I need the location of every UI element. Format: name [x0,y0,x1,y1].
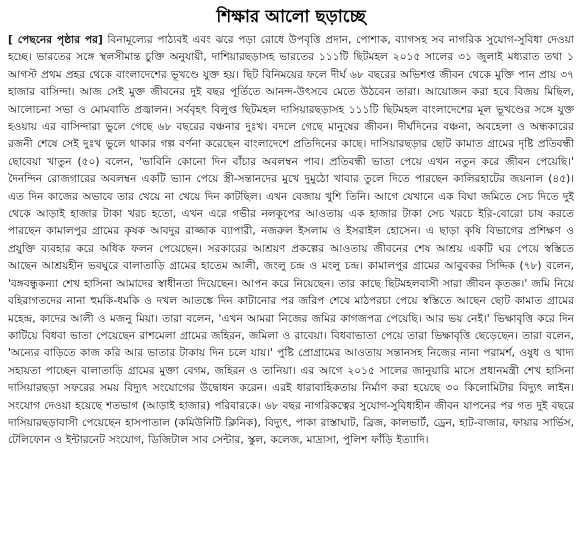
article-body-text: বিনামূল্যের পাঠ্যবই এবং ঝরে পড়া রোধে উপবৃত্তি প্রদান, পোশাক, ব্যাগসহ সব নাগরিক সুযোগ-সুবিধা দেওয়া হচ্ছে। ভারতের সঙ্গে স্থলসীমান্ত চুক্তি অনুযায়ী, দাশিয়ারছড়াসহ ভারতের ১১১টি ছিটমহল ২০১৫ সালের ৩১ জুলাই মধ্যরাত তথা ১ আগস্ট প্রথম প্রহর থেকে বাংলাদেশের ভূখণ্ডে যুক্ত হয়। ছিট বিনিময়ের ফলে দীর্ঘ ৬৮ বছরের অভিশপ্ত জীবন থেকে মুক্তি পান প্রায় ৩৭ হাজার বাসিন্দা। আজ সেই মুক্ত জীবনের দুই বছর পূর্তিতে আনন্দ-উৎসবে মেতে উঠবেন তারা। আয়োজন করা হবে বিজয় মিছিল, আলোচনা সভা ও মোমবাতি প্রজ্বালন। সর্ববৃহৎ বিলুপ্ত ছিটমহল দাসিয়ারছড়াসহ ১১১টি ছিটমহল বাংলাদেশের মূল ভূখণ্ডের সঙ্গে যুক্ত হওয়ায় এর বাসিন্দারা ভুলে গেছে ৬৮ বছরের বঞ্চনার দুঃখ। বদলে গেছে মানুষের জীবন। দীর্ঘদিনের বঞ্চনা, অবহেলা ও অন্ধকারের রজনী শেষে সেই দুঃখ ভুলে থাকার গল্প বর্ণনা করেছেন বাংলাদেশে প্রতিদিনের কাছে। দাসিয়ারছড়ার ছোট কামাত গ্রামের দৃষ্টি প্রতিবন্ধী ছোবেয়া খাতুন (৫০) বলেন, 'ভাবিনি কোনো দিন বাঁচার অবলম্বন পাব। প্রতিবন্ধী ভাতা পেয়ে এখন নতুন করে জীবন পেয়েছি।' দৈনন্দিন রোজগারের অবলম্বন একটি ভ্যান পেয়ে স্ত্রী-সন্তানদের মুখে দুমুঠো খাবার তুলে দিতে পারছেন কালিরহাটের জয়নাল (৪৫)। এত দিন কাজের অভাবে তার খেয়ে না খেয়ে দিন কাটছিল। এখন বেজায় খুশি তিনি। আগে যেখানে এক বিঘা জমিতে সেচ দিতে দুই থেকে আড়াই হাজার টাকা খরচ হতো, এখন এরে গভীর নলকূপের আওতায় এক হাজার টাকা সেচ খরচে ইরি-বোরো চাষ করতে পারছেন কামালপুর গ্রামের কৃষক আবদুর রাজ্জাক ব্যাপারী, নজরুল ইসলাম ও ইসরাইল হোসেন। এ ছাড়া কৃষি বিভাগের প্রশিক্ষণ ও প্রযুক্তি ব্যবহার করে অধিক ফলন পেয়েছেন। সরকারের আশ্রয়ণ প্রকল্পের আওতায় জীবনের শেষ আশ্রয় একটি ঘর পেয়ে স্বস্তিতে আছেন আশ্রয়হীন ভবঘুরে বালাতাড়ি গ্রামের হাতেম আলী, জংলু চন্দ্র ও মংলু চন্দ্র। কামালপুর গ্রামের আবুবকর সিদ্দিক (৭৮) বলেন, 'বঙ্গবন্ধুকন্যা শেখ হাসিনা আমাদের স্বাধীনতা দিয়েছেন। আপন করে নিয়েছেন। তার কাছে ছিটমহলবাসী সারা জীবন কৃতজ্ঞ।' জমি নিয়ে বহিরাগতদের নানা হুমকি-ধমকি ও দখল আতঙ্কে দিন কাটানোর পর জরিপ শেষে মাঠপরচা পেয়ে স্বস্তিতে আছেন ছোট কামাত গ্রামের মহেন্দ্র, কাদের আলী ও মজনু মিয়া। তারা বলেন, 'এখন আমরা নিজের জমির কাগজপত্র পেয়েছি। আর ভয় নেই।' ভিক্ষাবৃত্তি করে দিন কাটিয়ে বিধবা ভাতা পেয়েছেন রাশমেলা গ্রামের জহিরন, জমিলা ও রাবেয়া। বিধবাভাতা পেয়ে তারা ভিক্ষাবৃত্তি ছেড়েছেন। তারা বলেন, 'অন্যের বাড়িতে কাজ করি আর ভাতার টাকায় দিন চলে যায়।' পুষ্টি প্রোগ্রামের আওতায় সন্তানসহ নিজের নানা পরামর্শ, ওষুধ ও খাদ্য সহায়তা পাচ্ছেন বালাতাড়ি গ্রামের মুক্তা বেগম, জহিরন ও তানিয়া। এর আগে ২০১৫ সালের জানুয়ারি মাসে প্রধানমন্ত্রী শেখ হাসিনা দাসিয়ারছড়া সফরের সময় বিদ্যুৎ সংযোগের উদ্বোধন করেন। এরই ধারাবাহিকতায় নির্মাণ করা হয়েছে ৩০ কিলোমিটার বিদ্যুৎ লাইন। সংযোগ দেওয়া হয়েছে শতভাগ (আড়াই হাজার) পরিবারকে। ৬৮ বছর নাগরিকত্বের সুযোগ-সুবিধাহীন জীবন যাপনের পর গত দুই বছরে দাসিয়ারছড়াবাসী পেয়েছেন হাসপাতাল (কমিউনিটি ক্লিনিক), বিদ্যুৎ, পাকা রাস্তাঘাট, ব্রিজ, কালভার্ট, ড্রেন, হাট-বাজার, ফায়ার সার্ভিস, টেলিফোন ও ইন্টারনেট সংযোগ, ডিজিটাল সাব সেন্টার, স্কুল, কলেজ, মাদ্রাসা, পুলিশ ফাঁড়ি ইত্যাদি। [8,34,574,447]
article-headline: শিক্ষার আলো ছড়াচ্ছে [216,7,366,27]
article-body [8,32,574,450]
continued-from-note: [ পেছনের পৃষ্ঠার পর] [8,34,103,46]
